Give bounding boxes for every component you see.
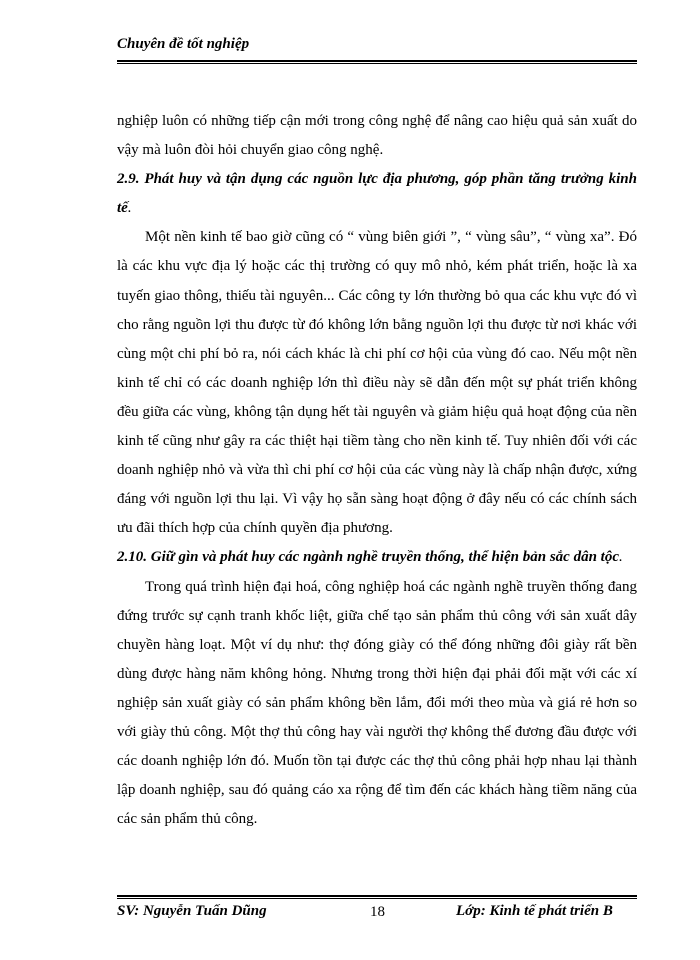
page-number: 18 xyxy=(370,904,385,920)
header-divider xyxy=(117,60,637,62)
footer-divider xyxy=(117,895,637,897)
paragraph-traditional-crafts: Trong quá trình hiện đại hoá, công nghiệp hoá các ngành nghề truyền thống đang đứng trước sự cạnh tranh khốc liệt, giữa chế tạo sản phẩm thủ công với sản xuất dây chuyền hàng loạt. Một ví dụ như: thợ đóng giày có thể đóng những đôi giày rất bền dùng được hàng năm không hỏng. Nhưng trong thời hiện đại phải đối mặt với các xí nghiệp sản xuất giày có sản phẩm không bền lắm, đổi mới theo mùa và giá rẻ hơn so với giày thủ công. Một thợ thủ công hay vài người thợ không thể đương đầu được với các doanh nghiệp lớn đó. Muốn tồn tại được các thợ thủ công phải hợp nhau lại thành lập doanh nghiệp, sau đó quảng cáo xa rộng để tìm đến các khách hàng tiềm năng của các sản phẩm thủ công. xyxy=(117,578,637,828)
document-header-title: Chuyên đề tốt nghiệp xyxy=(117,36,250,52)
header-divider-thin xyxy=(117,63,637,64)
footer-divider-thin xyxy=(117,898,637,899)
section-heading-2-10: 2.10. Giữ gìn và phát huy các ngành nghề truyền thống, thể hiện bản sắc dân tộc. xyxy=(117,549,623,566)
document-body xyxy=(117,107,637,834)
section-heading-2-9: 2.9. Phát huy và tận dụng các nguồn lực địa phương, góp phần tăng trưởng kinh tế. xyxy=(117,171,637,217)
paragraph-continuation: nghiệp luôn có những tiếp cận mới trong công nghệ để nâng cao hiệu quả sản xuất do vậy mà luôn đòi hỏi chuyển giao công nghệ. xyxy=(117,113,637,159)
paragraph-border-regions: Một nền kinh tế bao giờ cũng có “ vùng biên giới ”, “ vùng sâu”, “ vùng xa”. Đó là các khu vực địa lý hoặc các thị trường có quy mô nhỏ, kém phát triển, hoặc là xa tuyến giao thông, thiếu tài nguyên... Các công ty lớn thường bỏ qua các khu vực đó vì cho rằng nguồn lợi thu được từ đó không lớn bằng nguồn lợi thu được từ nơi khác với cùng một chi phí bỏ ra, nói cách khác là chi phí cơ hội của vùng đó cao. Nếu một nền kinh tế chỉ có các doanh nghiệp lớn thì điều này sẽ dẫn đến một sự phát triển không đều giữa các vùng, không tận dụng hết tài nguyên và giảm hiệu quả hoạt động của nền kinh tế cũng như gây ra các thiệt hại tiềm tàng cho nền kinh tế. Tuy nhiên đối với các doanh nghiệp nhỏ và vừa thì chi phí cơ hội của các vùng này là chấp nhận được, xứng đáng với nguồn lợi thu lại. Vì vậy họ sẵn sàng hoạt động ở đây nếu có các chính sách ưu đãi thích hợp của chính quyền địa phương. xyxy=(117,229,637,537)
footer-class-name: Lớp: Kinh tế phát triển B xyxy=(456,903,613,919)
footer-student-name: SV: Nguyễn Tuấn Dũng xyxy=(117,903,267,919)
